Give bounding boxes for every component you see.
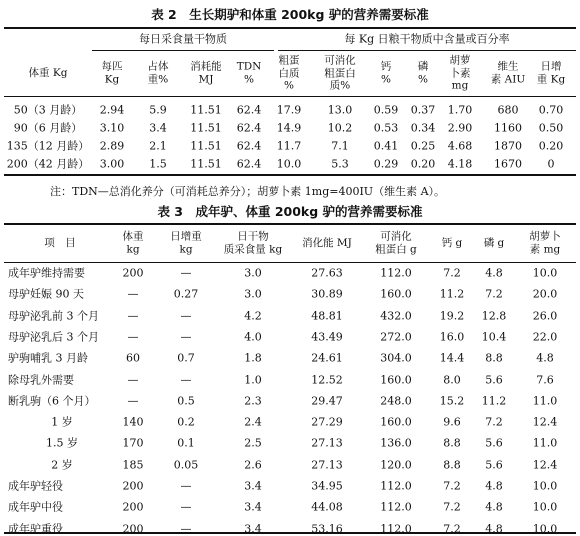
table3-cell: 185: [122, 458, 144, 472]
table3-header-de-line: 消化能 MJ: [302, 236, 352, 249]
table3-header-de: [302, 237, 352, 250]
table3-cell: 44.08: [311, 500, 343, 514]
table3-header-carotene: [529, 231, 561, 256]
table3-cell: 3.0: [244, 287, 262, 301]
table3-cell: 10.0: [532, 522, 558, 536]
table2-cell: 0: [547, 157, 555, 171]
table3-header-dm: [224, 231, 282, 256]
table3-cell: 2.4: [244, 415, 262, 429]
table3-header-weight-line: kg: [126, 243, 140, 255]
table3-cell: 34.95: [311, 479, 343, 493]
table3-cell: 12.4: [532, 458, 558, 472]
table2-cell: 0.34: [410, 121, 436, 135]
table3-cell: 7.6: [536, 373, 554, 387]
table3-item-label: 母驴泌乳后 3 个月: [8, 330, 99, 344]
table3-cell: 140: [122, 415, 144, 429]
table2-cell: 11.51: [190, 121, 222, 135]
table2-note: 注：TDN—总消化养分（可消耗总养分）；胡萝卜素 1mg=400IU（维生素 A）。: [50, 185, 446, 198]
table2-cell: 1160: [494, 121, 522, 135]
table3-cell: 10.0: [532, 266, 558, 280]
table3-cell: 10.4: [481, 330, 507, 344]
table3-cell: 0.2: [177, 415, 195, 429]
table2-group-perkg: 每 Kg 日粮干物质中含量或百分率: [344, 32, 510, 46]
table3-cell: 60: [126, 351, 140, 365]
table2-cell: 0.53: [373, 121, 399, 135]
table2-header-per_head-line: 每匹: [101, 60, 123, 73]
table3-item-label: 成年驴重役: [8, 522, 63, 536]
table2-header-cp-line: 白质: [278, 66, 300, 79]
table3-header-rule: [4, 262, 576, 263]
table2-cell: 62.4: [236, 139, 262, 153]
table2-header-weight: 体重 Kg: [28, 66, 68, 79]
table2-header-carotene-line: 胡萝: [449, 54, 471, 67]
table2-cell: 0.25: [410, 139, 436, 153]
table2-header-energy: [190, 61, 222, 86]
table2-cell: 2.89: [99, 139, 125, 153]
table3-cell: 2.5: [244, 436, 262, 450]
table3-cell: 15.2: [439, 394, 465, 408]
table3-cell: 8.0: [443, 373, 461, 387]
table3-cell: 12.52: [311, 373, 343, 387]
table3-cell: 7.2: [443, 266, 461, 280]
table2-title: 表 2 生长期驴和体重 200kg 驴的营养需要标准: [151, 7, 429, 22]
table3-cell: 22.0: [532, 330, 558, 344]
table3-header-gain: [170, 231, 202, 256]
table2-cell: 3.10: [99, 121, 125, 135]
table3-cell: 112.0: [380, 522, 412, 536]
table2-cell: 62.4: [236, 103, 262, 117]
table2-cell: 10.0: [276, 157, 302, 171]
table3-cell: 120.0: [380, 458, 412, 472]
table3-header-carotene-line: 素 mg: [529, 243, 561, 255]
table3-title: 表 3 成年驴、体重 200kg 驴的营养需要标准: [157, 204, 423, 219]
table3-item-label: 成年驴维持需要: [8, 266, 85, 280]
table2-cell: 2.90: [447, 121, 473, 135]
table3-cell: 112.0: [380, 500, 412, 514]
table3-cell: 3.4: [244, 522, 262, 536]
table2-cell: 2.1: [149, 139, 167, 153]
table3-cell: 26.0: [532, 309, 558, 323]
table2-cell: 3.00: [99, 157, 125, 171]
table2-cell: 0.29: [373, 157, 399, 171]
table2-cell: 200（42 月龄）: [6, 157, 90, 171]
table2-cell: 0.41: [373, 139, 399, 153]
table2-header-ca-line: %: [381, 73, 391, 85]
table3-cell: 170: [122, 436, 144, 450]
table2-header-per_head: [102, 61, 123, 86]
table2-header-tdn: [237, 61, 262, 86]
table2-header-dcp-line: 质%: [329, 79, 351, 92]
table3-cell: —: [127, 330, 139, 344]
table3-cell: 8.8: [443, 458, 461, 472]
table3-cell: 5.6: [485, 373, 503, 387]
table3-item-label: 1 岁: [51, 415, 73, 429]
table2-header-p: [418, 61, 429, 86]
table3-cell: 4.8: [485, 266, 503, 280]
table2-cell: 11.51: [190, 139, 222, 153]
table3-cell: 7.2: [485, 287, 503, 301]
table3-cell: 0.1: [177, 436, 195, 450]
table3-header-dcp-line: 粗蛋白 g: [375, 243, 417, 255]
table3-cell: 0.27: [173, 287, 199, 301]
table3-cell: 19.2: [439, 309, 465, 323]
table2-group-daily-underline: [92, 50, 274, 51]
table2-cell: 4.18: [447, 157, 473, 171]
table2-header-dcp-line: 可消化: [324, 54, 356, 67]
table3-cell: 8.8: [485, 351, 503, 365]
table2-header-carotene-line: mg: [451, 79, 469, 92]
table2-header-ca-line: 钙: [380, 60, 392, 73]
table3-cell: 272.0: [380, 330, 412, 344]
table3-item-label: 母驴妊娠 90 天: [8, 287, 84, 301]
table2-cell: 7.1: [331, 139, 349, 153]
table3-cell: 432.0: [380, 309, 412, 323]
table3-cell: 0.05: [173, 458, 199, 472]
table2-group-daily: 每日采食量干物质: [139, 32, 227, 46]
table3-cell: —: [180, 500, 192, 514]
table3-cell: 4.0: [244, 330, 262, 344]
table3-cell: —: [127, 373, 139, 387]
table2-cell: 50（3 月龄）: [13, 103, 83, 117]
table2-header-dcp-line: 粗蛋白: [324, 66, 356, 79]
table3-cell: —: [180, 330, 192, 344]
table3-cell: 12.4: [532, 415, 558, 429]
table3-cell: 14.4: [439, 351, 465, 365]
table3-cell: 112.0: [380, 266, 412, 280]
table2-header-body_pct-line: 重%: [147, 73, 169, 85]
table3-cell: 11.0: [532, 436, 558, 450]
table3-cell: 160.0: [380, 373, 412, 387]
table2-header-carotene: [450, 54, 471, 92]
table3-cell: 29.47: [311, 394, 343, 408]
table3-cell: 7.2: [443, 479, 461, 493]
table2-cell: 0.59: [373, 103, 399, 117]
table2-cell: 680: [497, 103, 519, 117]
table2-header-ca: [381, 61, 392, 86]
table3-header-p-line: 磷 g: [483, 236, 505, 249]
table2-header-cp-line: 粗蛋: [278, 54, 300, 67]
table3-header-carotene-line: 胡萝卜: [529, 230, 561, 243]
table3-cell: 11.0: [532, 394, 558, 408]
table3-cell: 27.13: [311, 436, 343, 450]
table2-header-vita: [491, 61, 525, 86]
table2-header-energy-line: MJ: [198, 73, 214, 85]
table3-cell: 20.0: [532, 287, 558, 301]
table3-cell: 53.16: [311, 522, 343, 536]
table2-cell: 0.20: [410, 157, 436, 171]
table2-cell: 11.7: [276, 139, 302, 153]
table2-cell: 1870: [494, 139, 522, 153]
table3-top-rule: [4, 223, 576, 225]
table2-cell: 0.37: [410, 103, 436, 117]
table3-cell: 9.6: [443, 415, 461, 429]
table3-header-dm-line: 质采食量 kg: [223, 243, 283, 255]
table3-cell: 48.81: [311, 309, 343, 323]
table2-header-rule: [4, 96, 576, 97]
table3-cell: 27.29: [311, 415, 343, 429]
table3-cell: 3.4: [244, 500, 262, 514]
table3-cell: 10.0: [532, 479, 558, 493]
table3-cell: 0.5: [177, 394, 195, 408]
table3-item-label: 断乳驹（6 个月）: [8, 394, 96, 408]
table3-cell: 7.2: [443, 522, 461, 536]
table2-header-per_head-line: Kg: [104, 73, 120, 85]
table2-cell: 1.5: [149, 157, 167, 171]
table3-cell: 4.8: [485, 500, 503, 514]
table3-cell: 248.0: [380, 394, 412, 408]
table3-header-dcp: [375, 231, 417, 256]
table3-header-dcp-line: 可消化: [380, 230, 412, 243]
table2-bottom-rule: [4, 174, 576, 176]
table2-cell: 0.20: [538, 139, 564, 153]
table3-cell: 160.0: [380, 415, 412, 429]
table3-cell: 3.0: [244, 266, 262, 280]
table3-cell: 11.2: [439, 287, 465, 301]
table3-item-label: 1.5 岁: [46, 436, 78, 450]
table2-group-perkg-underline: [278, 50, 576, 51]
table3-cell: —: [180, 479, 192, 493]
table2-cell: 1670: [494, 157, 522, 171]
table3-cell: 4.8: [485, 522, 503, 536]
table3-cell: 8.8: [443, 436, 461, 450]
table3-item-label: 成年驴中役: [8, 500, 63, 514]
table3-cell: 160.0: [380, 287, 412, 301]
table3-item-label: 2 岁: [51, 458, 73, 472]
table3-cell: 200: [122, 522, 144, 536]
table3-cell: 112.0: [380, 479, 412, 493]
table2-header-vita-line: 素 AIU: [490, 73, 526, 85]
table2-cell: 135（12 月龄）: [6, 139, 90, 153]
table3-cell: 200: [122, 479, 144, 493]
table3-cell: 0.7: [177, 351, 195, 365]
table3-cell: 200: [122, 266, 144, 280]
table3-cell: 7.2: [443, 500, 461, 514]
table2-header-carotene-line: 卜素: [449, 66, 471, 79]
table3-cell: 10.0: [532, 500, 558, 514]
table3-cell: 43.49: [311, 330, 343, 344]
table2-header-tdn-line: TDN: [236, 60, 262, 73]
table2-cell: 5.3: [331, 157, 349, 171]
table3-cell: —: [180, 266, 192, 280]
table2-header-energy-line: 消耗能: [190, 60, 222, 73]
table2-cell: 90（6 月龄）: [13, 121, 83, 135]
table3-cell: 11.2: [481, 394, 507, 408]
table3-header-weight: [123, 231, 144, 256]
table3-cell: —: [180, 522, 192, 536]
table3-cell: 200: [122, 500, 144, 514]
table3-cell: —: [127, 394, 139, 408]
table2-header-body_pct: [148, 61, 169, 86]
table2-header-cp: [279, 54, 300, 92]
table2-cell: 17.9: [276, 103, 302, 117]
table2-cell: 62.4: [236, 157, 262, 171]
table2-header-gain: [537, 61, 565, 86]
table3-item-label: 母驴泌乳前 3 个月: [8, 309, 99, 323]
table2-cell: 5.9: [149, 103, 167, 117]
table2-header-tdn-line: %: [244, 73, 254, 85]
table3-item-label: 除母乳外需要: [8, 373, 74, 387]
table2-header-gain-line: 重 Kg: [536, 73, 566, 85]
table2-cell: 11.51: [190, 103, 222, 117]
table3-cell: 304.0: [380, 351, 412, 365]
table3-item-label: 驴驹哺乳 3 月龄: [8, 351, 88, 365]
table3-cell: 1.8: [244, 351, 262, 365]
table2-header-cp-line: %: [284, 79, 294, 92]
table3-cell: 27.13: [311, 458, 343, 472]
table2-cell: 2.94: [99, 103, 125, 117]
table2-cell: 62.4: [236, 121, 262, 135]
table3-cell: 4.8: [536, 351, 554, 365]
table3-cell: 4.2: [244, 309, 262, 323]
table3-cell: 4.8: [485, 479, 503, 493]
table2-cell: 1.70: [447, 103, 473, 117]
table3-cell: 7.2: [485, 415, 503, 429]
table3-cell: —: [127, 309, 139, 323]
table3-cell: 27.63: [311, 266, 343, 280]
table3-cell: 12.8: [481, 309, 507, 323]
table2-header-p-line: 磷: [417, 60, 429, 73]
table2-top-rule: [4, 27, 576, 29]
table3-cell: —: [180, 309, 192, 323]
table2-cell: 13.0: [327, 103, 353, 117]
table3-item-label: 成年驴轻役: [8, 479, 63, 493]
table3-header-ca-line: 钙 g: [441, 236, 463, 249]
table2-header-vita-line: 维生: [497, 60, 519, 73]
table3-cell: 2.3: [244, 394, 262, 408]
table3-header-p: [484, 237, 505, 250]
table3-cell: 16.0: [439, 330, 465, 344]
table3-cell: —: [127, 287, 139, 301]
table3-cell: —: [180, 373, 192, 387]
table3-header-item: 项 目: [44, 236, 76, 249]
table3-header-weight-line: 体重: [122, 230, 144, 243]
table2-cell: 14.9: [276, 121, 302, 135]
table2-header-body_pct-line: 占体: [147, 60, 169, 73]
table2-cell: 0.50: [538, 121, 564, 135]
table3-cell: 24.61: [311, 351, 343, 365]
table3-cell: 3.4: [244, 479, 262, 493]
table3-header-dm-line: 日干物: [237, 230, 269, 243]
table2-cell: 11.51: [190, 157, 222, 171]
table3-header-gain-line: kg: [179, 243, 193, 255]
table3-cell: 30.89: [311, 287, 343, 301]
table2-cell: 0.70: [538, 103, 564, 117]
table2-header-gain-line: 日增: [540, 60, 562, 73]
table3-cell: 2.6: [244, 458, 262, 472]
table3-header-ca: [442, 237, 463, 250]
table3-cell: 1.0: [244, 373, 262, 387]
table3-cell: 5.6: [485, 436, 503, 450]
table3-header-gain-line: 日增重: [170, 230, 202, 243]
table2-header-dcp: [324, 54, 356, 92]
table3-cell: 5.6: [485, 458, 503, 472]
table3-cell: 136.0: [380, 436, 412, 450]
table2-header-p-line: %: [418, 73, 428, 85]
table2-cell: 4.68: [447, 139, 473, 153]
table2-cell: 3.4: [149, 121, 167, 135]
table2-cell: 10.2: [327, 121, 353, 135]
